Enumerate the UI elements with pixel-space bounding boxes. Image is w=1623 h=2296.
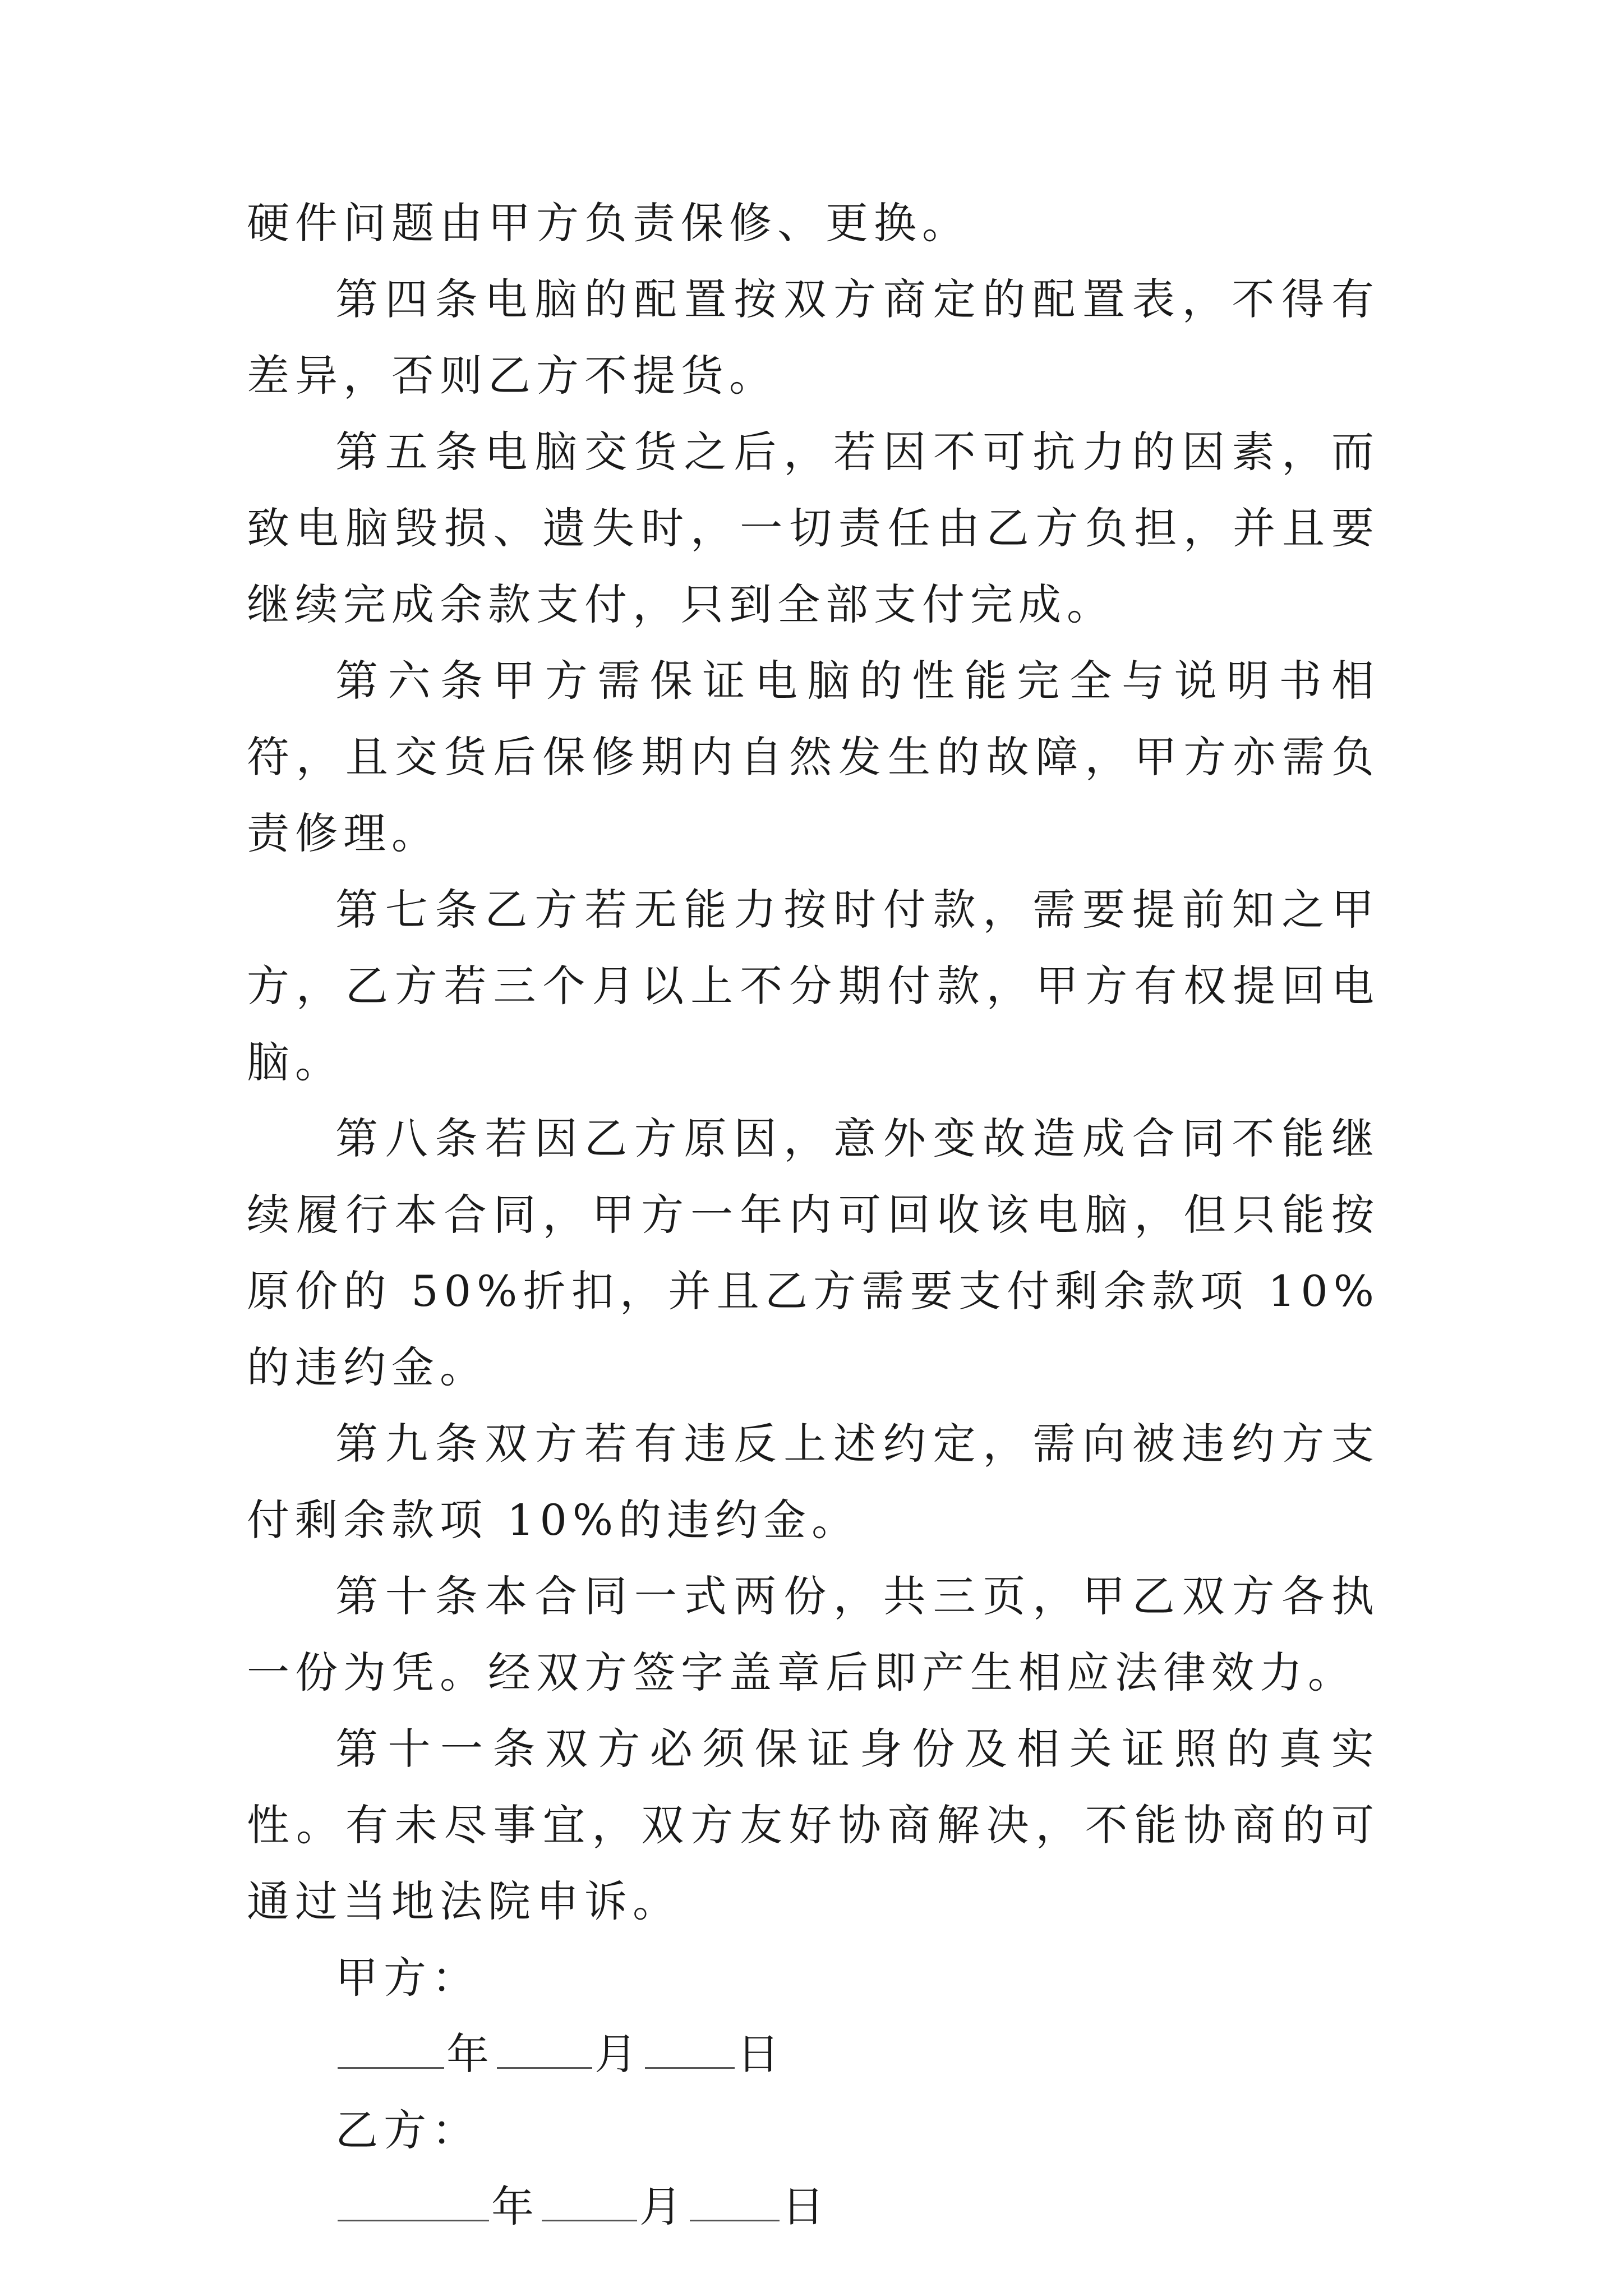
- year-label: 年: [491, 2182, 540, 2231]
- clause-5: 第五条电脑交货之后，若因不可抗力的因素，而致电脑毁损、遗失时，一切责任由乙方负担，并且要继续完成余款支付，只到全部支付完成。: [247, 427, 1380, 629]
- clause-10: 第十条本合同一式两份，共三页，甲乙双方各执一份为凭。经双方签字盖章后即产生相应法律效力。: [247, 1571, 1380, 1697]
- day-label: 日: [737, 2029, 785, 2079]
- clause-4: 第四条电脑的配置按双方商定的配置表，不得有差异，否则乙方不提货。: [247, 274, 1380, 401]
- party-b-label: 乙方：: [335, 2105, 480, 2155]
- party-b-date-line: [247, 2169, 1380, 2245]
- day-label: 日: [782, 2182, 830, 2231]
- clause-7: 第七条乙方若无能力按时付款，需要提前知之甲方，乙方若三个月以上不分期付款，甲方有权提回电脑。: [247, 885, 1380, 1087]
- year-label: 年: [446, 2029, 495, 2079]
- party-b-month-blank[interactable]: [542, 2186, 637, 2221]
- party-a-date-line: [247, 2016, 1380, 2092]
- clause-8: 第八条若因乙方原因，意外变故造成合同不能继续履行本合同，甲方一年内可回收该电脑，但只能按原价的 50%折扣，并且乙方需要支付剩余款项 10%的违约金。: [247, 1114, 1380, 1392]
- month-label: 月: [594, 2029, 643, 2079]
- clause-6: 第六条甲方需保证电脑的性能完全与说明书相符，且交货后保修期内自然发生的故障，甲方亦需负责修理。: [247, 656, 1380, 858]
- party-a-year-blank[interactable]: [338, 2033, 444, 2069]
- contract-body: [247, 185, 1380, 2245]
- party-a-day-blank[interactable]: [645, 2033, 735, 2069]
- month-label: 月: [639, 2182, 688, 2231]
- paragraph-hardware-warranty: 硬件问题由甲方负责保修、更换。: [247, 198, 970, 248]
- party-a-label: 甲方：: [335, 1953, 480, 2003]
- clause-9: 第九条双方若有违反上述约定，需向被违约方支付剩余款项 10%的违约金。: [247, 1419, 1380, 1545]
- party-b-year-blank[interactable]: [338, 2186, 489, 2221]
- party-a-month-blank[interactable]: [497, 2033, 592, 2069]
- clause-11: 第十一条双方必须保证身份及相关证照的真实性。有未尽事宜，双方友好协商解决，不能协商的可通过当地法院申诉。: [247, 1724, 1380, 1926]
- party-b-day-blank[interactable]: [690, 2186, 780, 2221]
